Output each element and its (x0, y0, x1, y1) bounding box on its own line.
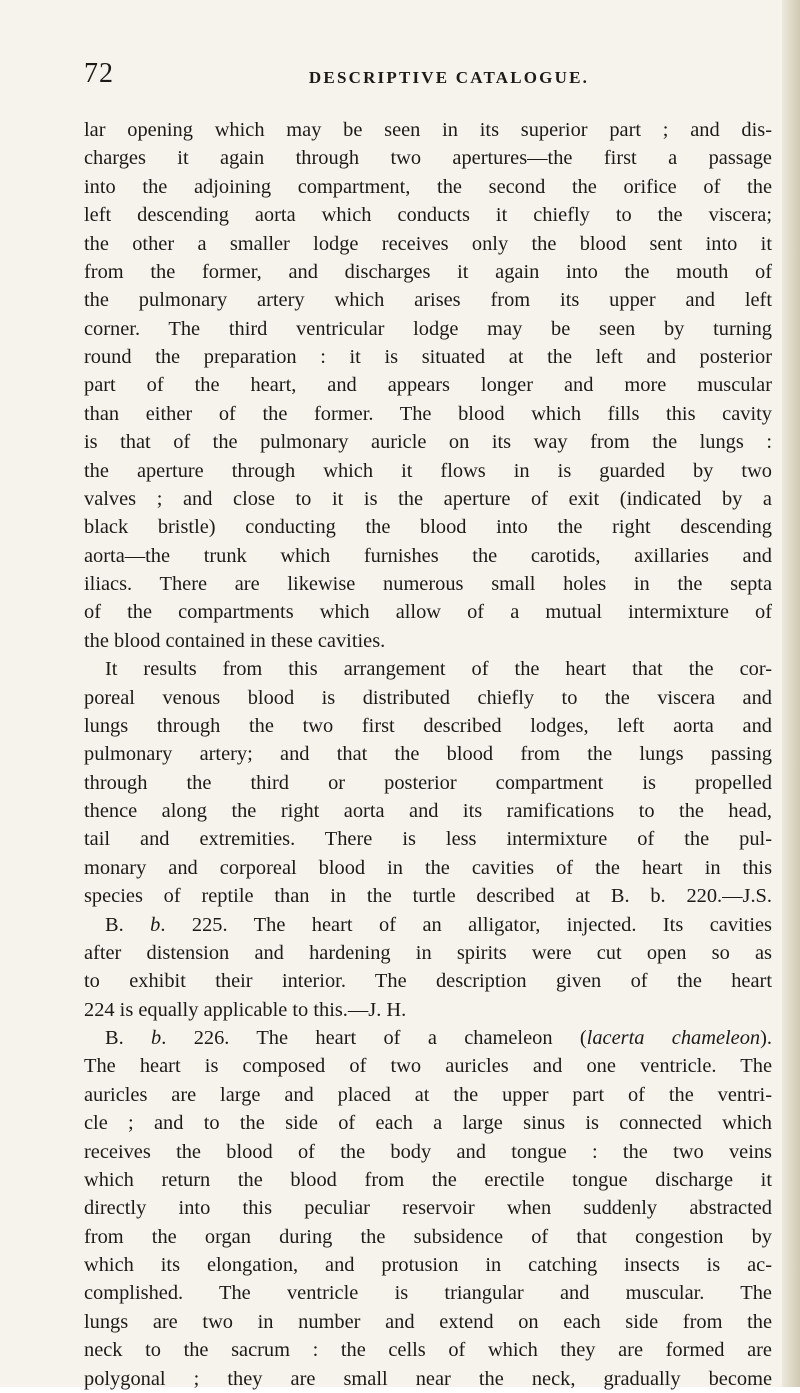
text-line: monary and corporeal blood in the cavities of the heart in this (84, 856, 772, 879)
text-line: than either of the former. The blood which fills this cavity (84, 402, 772, 425)
text-line: into the adjoining compartment, the second the orifice of the (84, 175, 772, 198)
text-run: B. (105, 1027, 152, 1049)
text-line: charges it again through two apertures—the first a passage (84, 147, 772, 170)
text-run: . 226. The heart of a chameleon ( (161, 1027, 587, 1049)
text-line: black bristle) conducting the blood into the right descending (84, 516, 772, 539)
text-line: lungs are two in number and extend on each side from the (84, 1310, 772, 1333)
text-run: ). (760, 1027, 772, 1049)
text-line: cle ; and to the side of each a large sinus is connected which (84, 1112, 772, 1135)
text-line: is that of the pulmonary auricle on its way from the lungs : (84, 431, 772, 454)
body-text (84, 116, 772, 1393)
text-line: polygonal ; they are small near the neck, gradually become (84, 1367, 772, 1390)
text-line: left descending aorta which conducts it chiefly to the viscera; (84, 204, 772, 227)
page-edge (782, 0, 800, 1387)
text-run-italic: b (151, 1027, 162, 1049)
text-line: lungs through the two first described lodges, left aorta and (84, 714, 772, 737)
text-run-italic: lacerta chameleon (586, 1027, 761, 1049)
text-line: species of reptile than in the turtle described at B. b. 220.—J.S. (84, 885, 772, 908)
text-line: pulmonary artery; and that the blood from the lungs passing (84, 743, 772, 766)
text-line: from the organ during the subsidence of that congestion by (84, 1225, 772, 1248)
text-line: neck to the sacrum : the cells of which they are formed are (84, 1339, 772, 1362)
text-line: corner. The third ventricular lodge may be seen by turning (84, 317, 772, 340)
text-line: which return the blood from the erectile tongue discharge it (84, 1168, 772, 1191)
text-line (84, 1024, 772, 1052)
text-line: of the compartments which allow of a mutual intermixture of (84, 601, 772, 624)
text-run: B. (105, 913, 151, 936)
text-line: from the former, and discharges it again into the mouth of (84, 260, 772, 283)
text-line: complished. The ventricle is triangular and muscular. The (84, 1282, 772, 1305)
text-line: part of the heart, and appears longer and more muscular (84, 374, 772, 397)
page-number: 72 (84, 58, 114, 89)
text-line (84, 911, 772, 939)
text-line: The heart is composed of two auricles and one ventricle. The (84, 1055, 772, 1078)
text-line: after distension and hardening in spirits were cut open so as (84, 941, 772, 964)
text-line: to exhibit their interior. The description given of the heart (84, 970, 772, 993)
text-line: through the third or posterior compartment is propelled (84, 771, 772, 794)
page-header (84, 58, 774, 98)
text-line: 224 is equally applicable to this.—J. H. (84, 998, 407, 1021)
text-line: which its elongation, and protusion in catching insects is ac- (84, 1254, 772, 1276)
text-line: tail and extremities. There is less intermixture of the pul- (84, 828, 772, 851)
text-line: the blood contained in these cavities. (84, 629, 386, 652)
running-head: DESCRIPTIVE CATALOGUE. (308, 68, 590, 87)
text-line: poreal venous blood is distributed chiefly to the viscera and (84, 686, 772, 709)
text-line: directly into this peculiar reservoir when suddenly abstracted (84, 1197, 772, 1220)
text-line: the aperture through which it flows in is guarded by two (84, 459, 772, 482)
text-line: receives the blood of the body and tongue : the two veins (84, 1140, 772, 1163)
text-line: round the preparation : it is situated at the left and posterior (84, 346, 772, 368)
text-line: lar opening which may be seen in its superior part ; and dis- (84, 119, 772, 141)
text-line: the pulmonary artery which arises from its upper and left (84, 289, 772, 312)
text-line: It results from this arrangement of the heart that the cor- (105, 658, 772, 681)
text-line: auricles are large and placed at the upper part of the ventri- (84, 1083, 772, 1106)
text-line: the other a smaller lodge receives only the blood sent into it (84, 232, 772, 255)
text-run: . 225. The heart of an alligator, injected. Its cavities (160, 913, 772, 936)
text-line: thence along the right aorta and its ramifications to the head, (84, 800, 772, 822)
text-line: valves ; and close to it is the aperture of exit (indicated by a (84, 487, 772, 510)
text-line: aorta—the trunk which furnishes the carotids, axillaries and (84, 544, 772, 567)
text-run-italic: b (150, 913, 161, 936)
text-line: iliacs. There are likewise numerous small holes in the septa (84, 573, 772, 595)
